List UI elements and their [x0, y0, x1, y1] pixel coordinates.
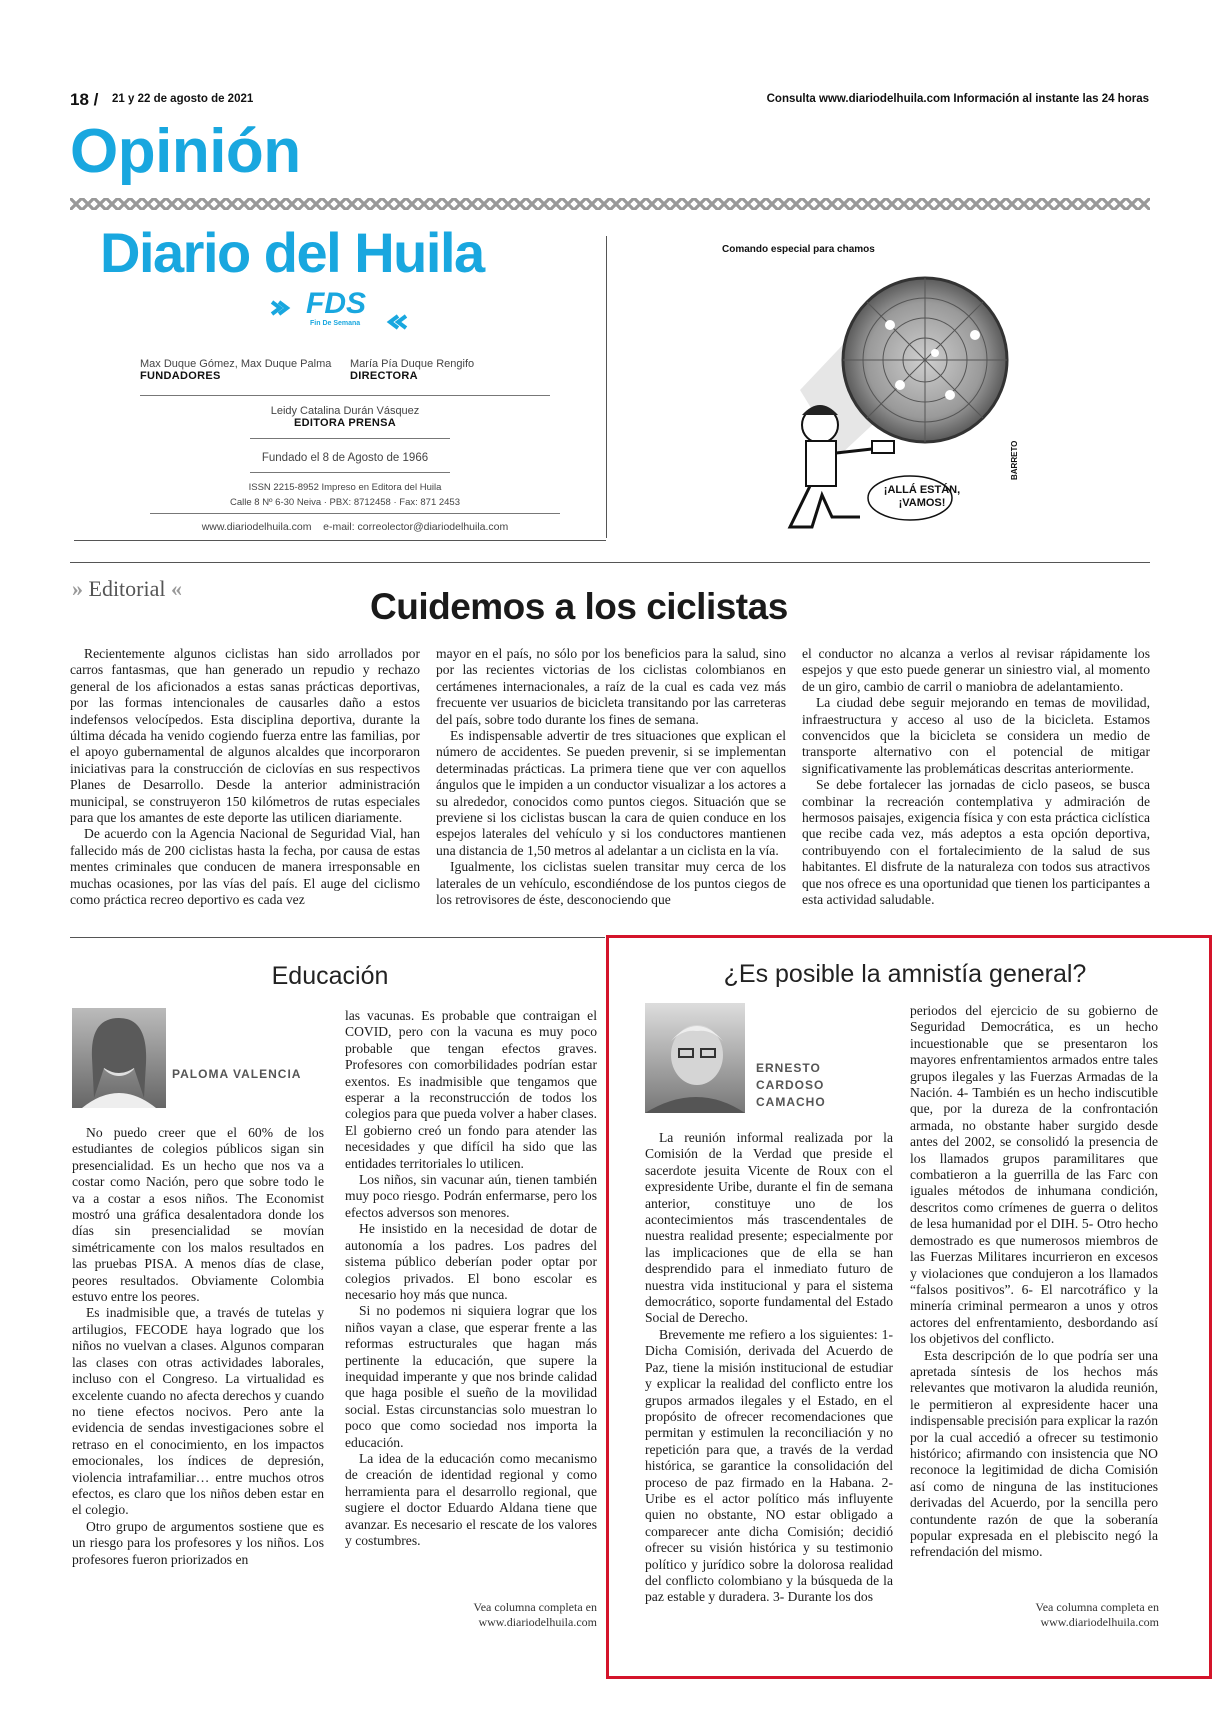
- staff-divider: [140, 395, 550, 396]
- cartoonist-signature: BARRETO: [1010, 440, 1019, 480]
- decorative-divider: [70, 198, 1150, 210]
- editorial-col-2: mayor en el país, no sólo por los beneficios para la salud, sino por las recientes victorias de los ciclistas colombianos en certámenes internacionales, a raíz de la cual es cada vez más frecuente ver usuarios de bicicleta transitando por las carreteras del país, sobre todo durante los fines de semana. Es indispensable advertir de tres situaciones que explican el número de accidentes. Se pueden prevenir, si se implementan determinadas prácticas. La primera tiene que ver con aquellos ángulos que le impiden a un conductor visualizar a los actores a su alrededor, conocidos como puntos ciegos. Situación que se previene si los ciclistas buscan la cara de quien conduce en los espejos laterales del vehículo y si los conductores mantienen una distancia de 1,50 metros al adelantar a un ciclista en la vía. Igualmente, los ciclistas suelen transitar muy cerca de los laterales de un vehículo, escondiéndose de los puntos ciegos de los retrovisores de éste, desconociendo que: [436, 646, 786, 908]
- speech-bubble-text: ¡ALLÁ ESTÁN, ¡VAMOS!: [883, 484, 961, 509]
- educacion-col-2: las vacunas. Es probable que contraigan el COVID, pero con la vacuna es muy poco probable que tengan efectos graves. Profesores con comorbilidades podrían estar exentos. Es inadmisible que tengamos que esperar a la reconstrucción de todos los colegios para que pueda volver a haber clases. El gobierno creó un fondo para atender las necesidades y que difícil ha sido que las entidades territoriales lo utilicen. Los niños, sin vacunar aún, tienen también muy poco riesgo. Podrán enfermarse, pero los efectos adversos son menores. He insistido en la necesidad de dotar de autonomía a los padres. Los padres del sistema público deberían poder optar por colegios privados. El bono escolar es necesario hoy más que nunca. Si no podemos ni siquiera lograr que los niños vayan a clase, que esperar frente a las reformas estructurales que hagan más pertinente la educación, que supere la inequidad imperante y que nos brinde calidad que haga posible el sueño de la movilidad social. Estas circunstancias solo muestran lo poco que como sociedad nos importa la educación. La idea de la educación como mecanismo de creación de identidad regional y como herramienta para el desarrollo regional, que sugiere el doctor Eduardo Aldana tiene que avanzar. Es necesario el rescate de los valores y costumbres.: [345, 1008, 597, 1548]
- educacion-title: Educación: [271, 962, 389, 990]
- contact-line: [140, 521, 570, 533]
- editor: Leidy Catalina Durán Vásquez EDITORA PRENSA: [270, 405, 420, 429]
- double-chevron-right-icon: »: [72, 576, 83, 601]
- masthead-box-bottom: [74, 540, 606, 541]
- masthead-column-rule: [606, 236, 607, 538]
- founded-date: Fundado el 8 de Agosto de 1966: [261, 452, 429, 464]
- section-title: Opinión: [70, 117, 301, 186]
- fds-label: FDS: [306, 287, 366, 320]
- director: María Pía Duque Rengifo DIRECTORA: [350, 358, 475, 382]
- header-tagline: Consulta www.diariodelhuila.com Información al instante las 24 horas: [766, 93, 1149, 105]
- educacion-more-link[interactable]: Vea columna completa en www.diariodelhuila.com: [473, 1600, 597, 1629]
- website-link[interactable]: www.diariodelhuila.com: [201, 521, 312, 533]
- double-chevron-left-icon: «: [170, 576, 182, 601]
- amnistia-more-link[interactable]: Vea columna completa en www.diariodelhuila.com: [1035, 1600, 1159, 1629]
- newspaper-logo: Diario del Huila: [100, 221, 484, 284]
- issn: ISSN 2215-8952 Impreso en Editora del Huila: [248, 482, 442, 493]
- staff-divider-2: [250, 438, 450, 439]
- email-link[interactable]: e-mail: correolector@diariodelhuila.com: [323, 521, 509, 533]
- editorial-col-3: el conductor no alcanza a verlos al revisar rápidamente los espejos y que esto puede generar un siniestro vial, al momento de un giro, cambio de carril o maniobra de adelantamiento. La ciudad debe seguir mejorando en temas de movilidad, infraestructura y acceso al uso de la bicicleta. Estamos convencidos que la bicicleta se considera un medio de transporte alternativo con el potencial de mitigar significativamente las problemáticas descritas anteriormente. Se debe fortalecer las jornadas de ciclo paseos, se busca combinar la recreación contemplativa y admiración de hermosos paisajes, exigencia física y con esta práctica ciclística que recibe cada vez, más adeptos a esta opción deportiva, contribuyendo con el fortalecimiento de la salud de sus habitantes. El disfrute de la naturaleza con todos sus atractivos que nos ofrece es una oportunidad que tienen los participantes a esta actividad saludable.: [802, 646, 1150, 908]
- amnistia-col-2: periodos del ejercicio de su gobierno de Seguridad Democrática, es un hecho incuestionable que se presentaron los mayores enfrentamientos armados entre tales grupos ilegales y las Fuerzas Armadas de la Nación. 4- También es un hecho indiscutible que, por la dureza de la confrontación armada, no obstante haber surgido desde antes del 2002, se consolidó la presencia de los llamados grupos paramilitares que combatieron a la guerrilla de las Farc con iguales métodos de inhumana condición, descritos como crímenes de guerra o delitos de lesa humanidad por el DIH. 5- Otro hecho demostrado es que numerosos miembros de las Fuerzas Militares incurrieron en excesos y violaciones que condujeron a los llamados “falsos positivos”. 6- El narcotráfico y la minería criminal permearon a unos y otros actores del enfrentamiento, desbordando así los objetivos del conflicto. Esta descripción de lo que podría ser una apretada síntesis de los hechos más relevantes que motivaron la aludida reunión, le permitieron al expresidente hacer una indispensable precisión para explicar la razón por la cual accedió a ofrecer su testimonio histórico; afirmando con insistencia que NO reconoce la legitimidad de dicha Comisión así como de ninguna de las instituciones derivadas del Acuerdo, por la sencilla pero contundente razón de que la soberanía popular expresada en el plebiscito negó la refrendación del mismo.: [910, 1003, 1158, 1560]
- fds-subtitle: Fin De Semana: [310, 320, 361, 327]
- header-website-link[interactable]: www.diariodelhuila.com: [819, 93, 951, 105]
- section-rule: [70, 937, 605, 938]
- staff-divider-4: [150, 513, 560, 514]
- founders: Max Duque Gómez, Max Duque Palma FUNDADORES: [140, 358, 332, 382]
- author-name-ernesto: ERNESTO CARDOSO CAMACHO: [756, 1061, 826, 1109]
- editorial-headline: Cuidemos a los ciclistas: [370, 586, 788, 627]
- cartoon-caption: Comando especial para chamos: [722, 244, 875, 255]
- amnistia-title: ¿Es posible la amnistía general?: [723, 960, 1087, 988]
- educacion-col-1: No puedo creer que el 60% de los estudiantes de colegios públicos sigan sin presencialidad. Es un hecho que nos va a costar como Nación, pero que sobre todo le va a costar a esos niños. The Economist mostró una gráfica desalentadora donde los días sin presencialidad se movían simétricamente con los malos resultados en las pruebas PISA. A menos días de clase, peores resultados. Obviamente Colombia estuvo entre los peores. Es inadmisible que, a través de tutelas y artilugios, FECODE haya logrado que los niños no vuelvan a clases. Algunos comparan las clases con otras actividades laborales, incluso con el Congreso. La virtualidad es excelente cuando no afecta derechos y cuando no tiene efectos nocivos. Pero ante la evidencia de sendas investigaciones sobre el retraso en el conocimiento, en los impactos emocionales, los índices de depresión, violencia intrafamiliar… entre muchos otros efectos, es claro que los niños deben estar en el colegio. Otro grupo de argumentos sostiene que es un riesgo para los profesores y los niños. Los profesores fueron priorizados en: [72, 1125, 324, 1567]
- issue-date: 21 y 22 de agosto de 2021: [112, 93, 254, 105]
- editorial-col-1: Recientemente algunos ciclistas han sido arrollados por carros fantasmas, que han generado un repudio y rechazo general de los aficionados a estas sanas prácticas deportivas, por las formas intencionales de causarles daño a estos indefensos velocípedos. Esta disciplina deportiva, durante la última década ha venido cogiendo fuerza entre las familias, por el apoyo gubernamental de algunos alcaldes que incorporaron iniciativas para la construcción de ciclovías en sus respectivos Planes de Desarrollo. Desde la anterior administración municipal, se construyeron 150 kilómetros de rutas especiales para que los amantes de este deporte las utilicen diariamente. De acuerdo con la Agencia Nacional de Seguridad Vial, han fallecido más de 200 ciclistas hasta la fecha, por causa de estas mentes criminales que conducen de manera irresponsable en muchas ocasiones, por las vías del país. El auge del ciclismo como práctica recreo deportivo es cada vez: [70, 646, 420, 908]
- portrait-icon: [72, 1008, 166, 1108]
- editorial-top-rule: [70, 562, 1150, 563]
- author-photo-paloma: [72, 1008, 166, 1108]
- staff-divider-3: [250, 472, 450, 473]
- fds-badge: [270, 288, 410, 332]
- address: Calle 8 Nº 6-30 Neiva · PBX: 8712458 · Fax: 871 2453: [229, 497, 461, 508]
- page-number: 18 /: [70, 90, 99, 109]
- author-photo-ernesto: [645, 1003, 745, 1113]
- portrait-icon: [645, 1003, 745, 1113]
- author-name-paloma: PALOMA VALENCIA: [172, 1067, 302, 1081]
- amnistia-col-1: La reunión informal realizada por la Comisión de la Verdad que preside el sacerdote jesuita Vicente de Roux con el expresidente Uribe, durante el fin de semana anterior, constituye uno de los acontecimientos más trascendentales de nuestra realidad presente; especialmente por las implicaciones que de ella se han desprendido para el inmediato futuro de nuestra vida institucional y para el sistema democrático, soporte fundamental del Estado Social de Derecho. Brevemente me refiero a los siguientes: 1- Dicha Comisión, derivada del Acuerdo de Paz, tiene la misión institucional de estudiar y explicar la realidad del conflicto entre los grupos armados ilegales y el Estado, en el propósito de ofrecer recomendaciones que permitan y estimulen la reconciliación y no repetición para que, a través de la verdad histórica, se garantice la consolidación del proceso de paz firmado en la Habana. 2- Uribe es el actor político más influyente quien no obstante, NO estar obligado a comparecer ante dicha Comisión; decidió ofrecer su visión histórica y su testimonio político y jurídico sobre la dolorosa realidad del conflicto colombiano y la búsqueda de la paz estable y duradera. 3- Durante los dos: [645, 1130, 893, 1605]
- editorial-label: » Editorial «: [72, 576, 182, 601]
